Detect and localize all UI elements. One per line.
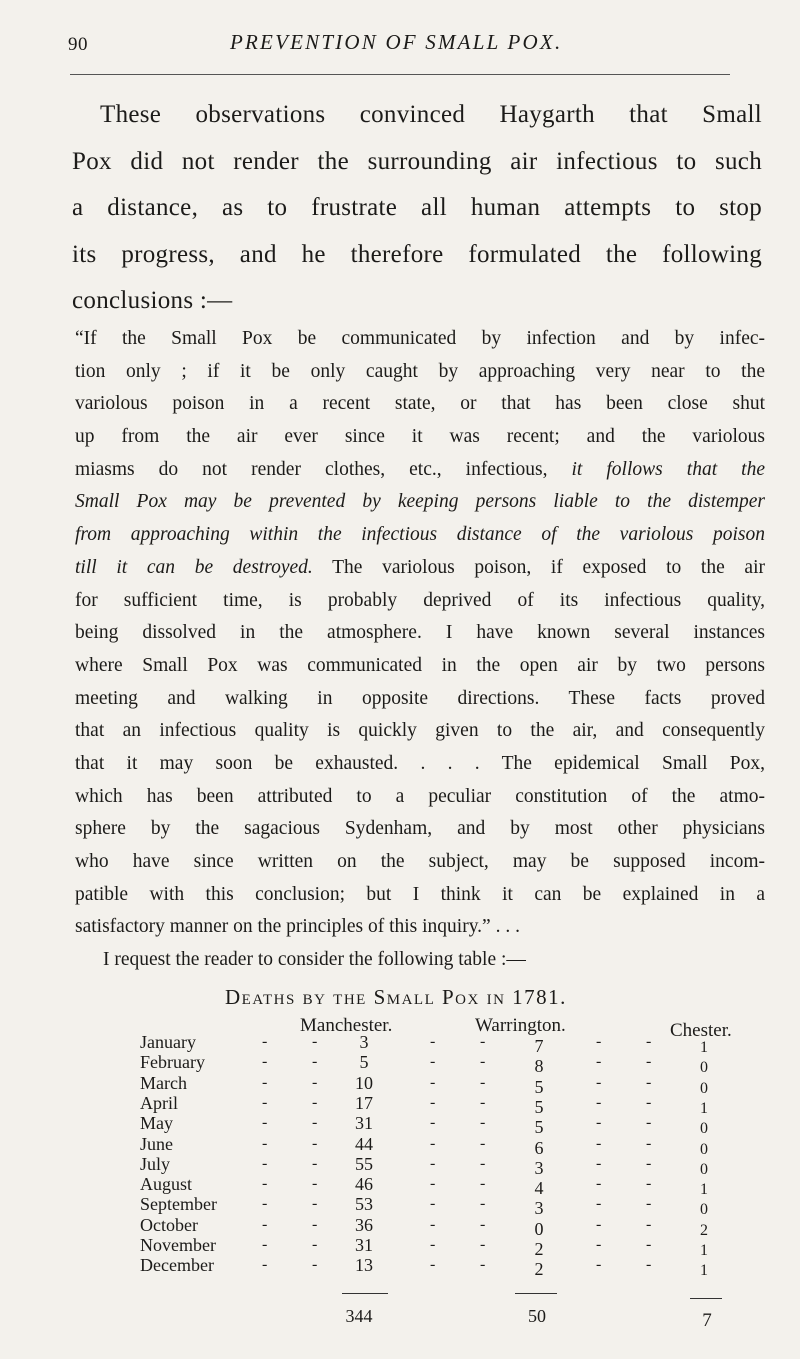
leader-dash: - [262,1175,268,1193]
leader-dash: - [646,1175,652,1193]
leader-dash: - [596,1033,602,1050]
leader-dash: - [596,1195,602,1213]
leader-dash: - [312,1215,318,1233]
cell-chester: 1 [700,1181,708,1199]
leader-dash: - [312,1073,318,1091]
leader-dash: - [262,1195,268,1213]
month-label: January [140,1032,196,1052]
leader-dash: - [646,1053,652,1071]
cell-warrington: 3 [534,1198,544,1219]
cell-chester: 1 [700,1099,708,1117]
leader-dash: - [312,1033,318,1050]
quote-text: who have since written on the subject, may be supposed incom- [75,851,765,872]
table-row [0,1092,800,1117]
cell-warrington: 0 [534,1218,544,1239]
intro-line: These observations convinced Haygarth that Small [100,101,762,128]
quote-line [75,683,765,716]
cell-chester: 0 [700,1059,708,1077]
quote-line [75,650,765,683]
leader-dash: - [480,1033,486,1050]
intro-paragraph [72,92,762,325]
quote-line [75,748,765,781]
leader-dash: - [262,1134,268,1152]
quote-italic-text: Small Pox may be prevented by keeping persons liable to the distemper [75,491,765,513]
leader-dash: - [480,1073,486,1091]
quote-line [75,388,765,421]
leader-dash: - [646,1195,652,1213]
leader-dash: - [646,1256,652,1274]
intro-line: Pox did not render the surrounding air infectious to such [72,147,762,175]
table-intro-line: I request the reader to consider the following table :— [103,949,526,970]
table-row [0,1133,800,1158]
quote-line [75,715,765,748]
cell-manchester: 36 [355,1214,373,1235]
leader-dash: - [262,1073,268,1091]
quote-italic-text: from approaching within the infectious distance of the variolous poison [75,524,765,546]
quote-text: sphere by the sagacious Sydenham, and by most other physicians [75,818,765,840]
month-label: May [140,1113,173,1134]
quote-text: variolous poison in a recent state, or that has been close shut [75,393,765,415]
leader-dash: - [596,1114,602,1132]
leader-dash: - [646,1134,652,1152]
leader-dash: - [646,1154,652,1172]
leader-dash: - [646,1073,652,1091]
intro-line: its progress, and he therefore formulated the following [72,240,762,268]
total-warrington: 50 [528,1306,546,1326]
leader-dash: - [480,1236,486,1253]
cell-chester: 0 [700,1201,708,1219]
leader-dash: - [596,1093,602,1111]
cell-manchester: 53 [355,1194,373,1215]
cell-manchester: 46 [355,1174,373,1195]
leader-dash: - [430,1236,436,1253]
leader-dash: - [312,1256,318,1274]
total-rule-warrington [515,1293,557,1294]
leader-dash: - [596,1053,602,1071]
leader-dash: - [480,1215,486,1233]
header-rule [70,74,730,75]
leader-dash: - [430,1114,436,1132]
leader-dash: - [312,1134,318,1152]
table-row [0,1072,800,1097]
month-label: August [140,1174,193,1195]
leader-dash: - [430,1134,436,1152]
leader-dash: - [646,1236,652,1253]
leader-dash: - [312,1053,318,1071]
total-chester: 7 [702,1310,712,1331]
leader-dash: - [262,1215,268,1233]
month-label: July [140,1153,171,1174]
quote-line [75,879,765,912]
leader-dash: - [262,1154,268,1172]
leader-dash: - [646,1033,652,1050]
quote-line [75,617,765,650]
cell-manchester: 44 [355,1133,373,1154]
quote-text: that an infectious quality is quickly given to the air, and consequently [75,720,765,742]
cell-manchester: 3 [359,1032,369,1052]
quote-text: up from the air ever since it was recent; and the variolous [75,426,765,448]
quote-text: which has been attributed to a peculiar constitution of the atmo- [75,785,765,807]
cell-chester: 0 [700,1160,708,1178]
quote-text: The variolous poison, if exposed to the air [312,556,765,578]
cell-manchester: 31 [355,1235,373,1255]
leader-dash: - [262,1033,268,1050]
quote-line [75,323,765,356]
quote-text: where Small Pox was communicated in the open air by two persons [75,654,765,676]
leader-dash: - [480,1134,486,1152]
month-label: November [140,1235,216,1255]
running-head: PREVENTION OF SMALL POX. [230,30,563,54]
quote-italic-text: till it can be destroyed. [75,556,313,578]
leader-dash: - [646,1114,652,1132]
leader-dash: - [596,1175,602,1193]
quote-line [75,552,765,585]
leader-dash: - [262,1256,268,1274]
table-row [0,1052,800,1077]
table-row [0,1153,800,1178]
column-header-warrington: Warrington. [475,1015,566,1036]
quote-line [75,846,765,879]
quote-line [75,813,765,846]
leader-dash: - [596,1134,602,1152]
leader-dash: - [262,1114,268,1132]
cell-warrington: 3 [534,1157,544,1178]
table-row [0,1194,800,1219]
leader-dash: - [430,1073,436,1091]
cell-warrington: 5 [534,1117,544,1138]
quote-text: that it may soon be exhausted. . . . The epidemical Small Pox, [75,752,765,774]
leader-dash: - [430,1053,436,1071]
leader-dash: - [646,1093,652,1111]
quote-line [75,519,765,552]
page-header [0,28,800,62]
leader-dash: - [262,1053,268,1071]
leader-dash: - [312,1175,318,1193]
leader-dash: - [596,1073,602,1091]
page-number: 90 [68,34,88,55]
cell-warrington: 2 [534,1259,544,1280]
month-label: September [140,1194,217,1215]
quote-line [75,911,765,944]
quote-text: being dissolved in the atmosphere. I have known several instances [75,622,765,644]
month-label: October [140,1214,198,1235]
cell-chester: 0 [700,1120,708,1138]
cell-warrington: 4 [534,1178,544,1199]
leader-dash: - [480,1114,486,1132]
table-row [0,1032,800,1056]
cell-manchester: 55 [355,1153,373,1174]
intro-line: conclusions :— [72,287,233,314]
leader-dash: - [430,1093,436,1111]
quote-line [75,421,765,454]
table-row [0,1214,800,1239]
cell-chester: 0 [700,1140,708,1158]
month-label: February [140,1052,205,1073]
quote-text: meeting and walking in opposite directions. These facts proved [75,687,765,709]
leader-dash: - [646,1215,652,1233]
smallpox-deaths-table [0,1032,800,1332]
leader-dash: - [312,1154,318,1172]
leader-dash: - [480,1195,486,1213]
table-row [0,1255,800,1280]
haygarth-quotation [75,323,765,944]
intro-line: a distance, as to frustrate all human attempts to stop [72,194,762,221]
month-label: March [140,1072,187,1093]
leader-dash: - [430,1033,436,1050]
column-header-chester: Chester. [670,1020,732,1041]
quote-text: miasms do not render clothes, etc., infectious, [75,458,572,480]
cell-chester: 1 [700,1039,708,1056]
cell-warrington: 8 [534,1056,544,1077]
quote-text: tion only ; if it be only caught by approaching very near to the [75,360,765,382]
cell-warrington: 6 [534,1137,544,1158]
quote-line [75,486,765,519]
quote-text: patible with this conclusion; but I think it can be explained in a [75,883,765,905]
leader-dash: - [596,1215,602,1233]
total-manchester: 344 [345,1306,373,1326]
month-label: April [140,1092,178,1113]
leader-dash: - [430,1195,436,1213]
month-label: December [140,1255,214,1276]
quote-text: for sufficient time, is probably deprived of its infectious quality, [75,589,765,611]
cell-manchester: 17 [355,1092,373,1113]
table-row [0,1113,800,1138]
leader-dash: - [430,1215,436,1233]
cell-manchester: 10 [355,1072,373,1093]
leader-dash: - [480,1093,486,1111]
cell-manchester: 5 [359,1052,369,1073]
leader-dash: - [312,1236,318,1253]
quote-line [75,781,765,814]
leader-dash: - [312,1093,318,1111]
cell-chester: 2 [700,1221,708,1239]
table-title [225,985,567,1010]
leader-dash: - [480,1053,486,1071]
cell-manchester: 13 [355,1255,373,1276]
table-title-text: Deaths by the Small Pox in 1781. [225,985,567,1009]
cell-chester: 1 [700,1242,708,1259]
cell-warrington: 5 [534,1076,544,1097]
cell-chester: 1 [700,1262,708,1280]
leader-dash: - [262,1236,268,1253]
leader-dash: - [430,1175,436,1193]
leader-dash: - [430,1154,436,1172]
cell-manchester: 31 [355,1113,373,1134]
leader-dash: - [596,1154,602,1172]
month-label: June [140,1133,173,1154]
leader-dash: - [430,1256,436,1274]
cell-warrington: 7 [534,1036,544,1056]
table-row [0,1235,800,1259]
quote-italic-text: it follows that the [571,458,765,480]
quote-line [75,454,765,487]
leader-dash: - [480,1256,486,1274]
total-rule-manchester [342,1293,388,1294]
leader-dash: - [596,1256,602,1274]
leader-dash: - [596,1236,602,1253]
quote-text: satisfactory manner on the principles of this inquiry.” . . . [75,916,520,938]
leader-dash: - [480,1175,486,1193]
total-rule-chester [690,1298,722,1299]
leader-dash: - [480,1154,486,1172]
quote-line [75,585,765,618]
cell-warrington: 5 [534,1096,544,1117]
quote-text: “If the Small Pox be communicated by infection and by infec- [75,328,765,349]
leader-dash: - [262,1093,268,1111]
leader-dash: - [312,1114,318,1132]
leader-dash: - [312,1195,318,1213]
cell-warrington: 2 [534,1239,544,1259]
quote-line [75,356,765,389]
column-header-manchester: Manchester. [300,1015,393,1036]
table-row [0,1174,800,1199]
cell-chester: 0 [700,1079,708,1097]
